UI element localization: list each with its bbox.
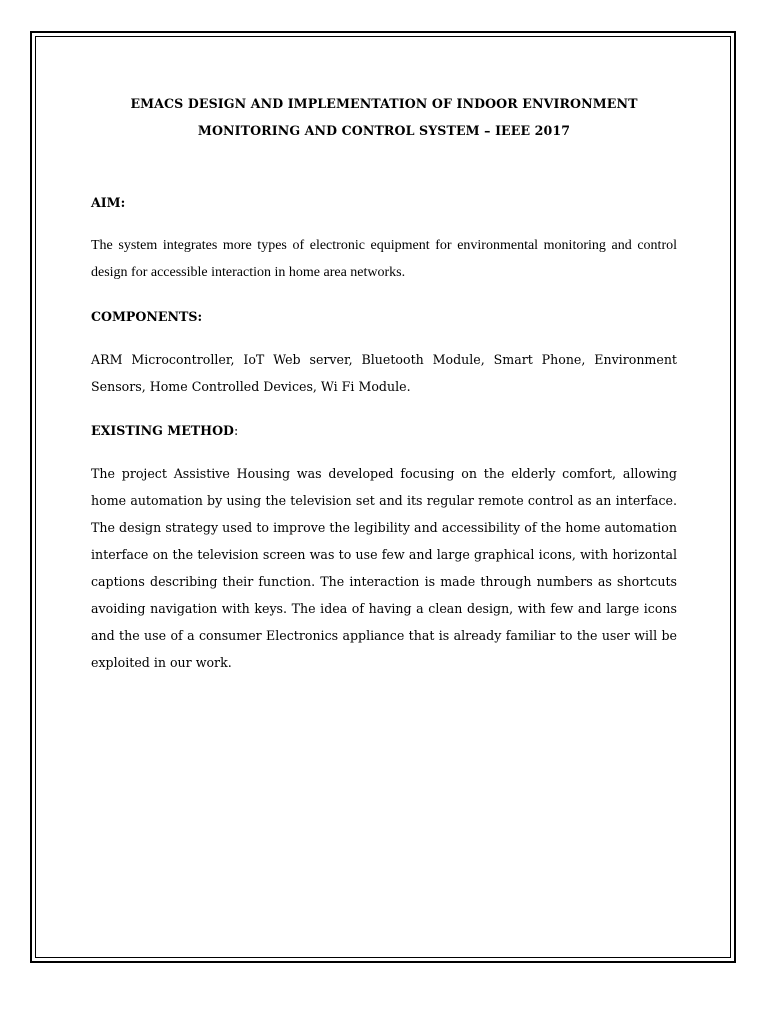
existing-method-heading: EXISTING METHOD: <box>91 423 239 438</box>
document-title: EMACS DESIGN AND IMPLEMENTATION OF INDOOR ENVIRONMENT MONITORING AND CONTROL SYSTEM – IEEE 2017 <box>130 96 638 138</box>
section-aim <box>91 194 677 286</box>
existing-method-body: The project Assistive Housing was developed focusing on the elderly comfort, allowing home automation by using the television set and its regular remote control as an interface. The design strategy used to improve the legibility and accessibility of the home automation interface on the television screen was to use few and large graphical icons, with horizontal captions describing their function. The interaction is made through numbers as shortcuts avoiding navigation with keys. The idea of having a clean design, with few and large icons and the use of a consumer Electronics appliance that is already familiar to the user will be exploited in our work. <box>91 466 677 670</box>
components-heading: COMPONENTS: <box>91 309 203 324</box>
components-body: ARM Microcontroller, IoT Web server, Bluetooth Module, Smart Phone, Environment Sensors, Home Controlled Devices, Wi Fi Module. <box>91 352 677 394</box>
section-components <box>91 308 677 400</box>
aim-heading: AIM: <box>91 195 126 210</box>
aim-body: The system integrates more types of electronic equipment for environmental monitoring and control design for accessible interaction in home area networks. <box>91 238 677 280</box>
section-existing-method <box>91 422 677 676</box>
document-content <box>91 90 677 676</box>
